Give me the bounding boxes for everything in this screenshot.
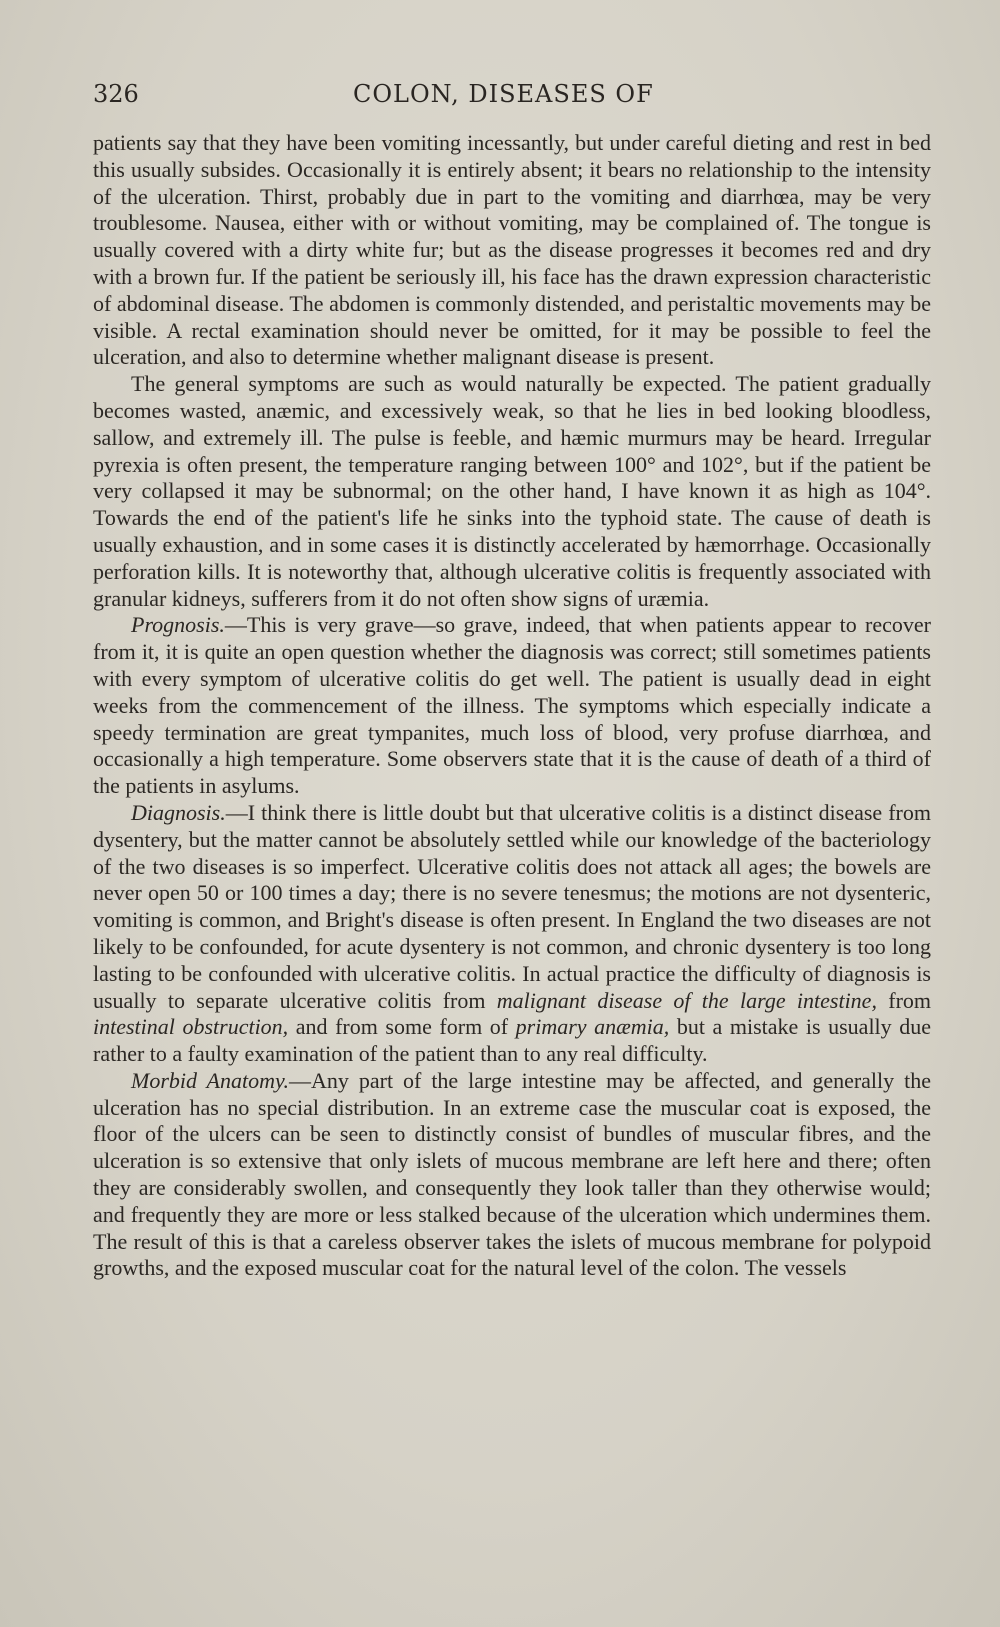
italic-term-primary-anaemia: primary anæmia, bbox=[515, 1014, 670, 1040]
paragraph-text: —This is very grave—so grave, indeed, that when patients appear to recover from it, it is quite an open question whether the diagnosis was correct; still sometimes patients with every symptom of ulcerative colitis do get well. The patient is usually dead in eight weeks from the commencement of the illness. The symptoms which especially indicate a speedy termination are great tympanites, much loss of blood, very profuse diarrhœa, and occasionally a high temperature. Some observers state that it is the cause of death of a third of the patients in asylums. bbox=[93, 612, 931, 799]
running-head bbox=[93, 80, 933, 116]
page-title: COLON, DISEASES OF bbox=[353, 80, 654, 108]
section-heading-morbid-anatomy: Morbid Anatomy. bbox=[131, 1067, 290, 1093]
paragraph-prognosis bbox=[93, 612, 931, 800]
paragraph-text: patients say that they have been vomiting incessantly, but under careful dieting and rest in bed this usually subsides. Occasionally it is entirely absent; it bears no relationship to the intensity of the ulceration. Thirst, probably due in part to the vomiting and diarrhœa, may be very troublesome. Nausea, either with or without vomiting, may be complained of. The tongue is usually covered with a dirty white fur; but as the disease progresses it becomes red and dry with a brown fur. If the patient be seriously ill, his face has the drawn expression characteristic of abdominal disease. The abdomen is commonly distended, and peristaltic movements may be visible. A rectal examination should never be omitted, for it may be possible to feel the ulceration, and also to determine whether malignant disease is present. bbox=[93, 130, 931, 370]
italic-term-intestinal-obstruction: intestinal obstruction, bbox=[93, 1014, 289, 1040]
paragraph-text: and from some form of bbox=[288, 1014, 516, 1040]
paragraph-diagnosis bbox=[93, 800, 931, 1068]
paragraph-text: The general symptoms are such as would naturally be expected. The patient gradually becomes wasted, anæmic, and excessively weak, so that he lies in bed looking bloodless, sallow, and extremely ill. The pulse is feeble, and hæmic murmurs may be heard. Irregular pyrexia is often present, the temperature ranging between 100° and 102°, but if the patient be very collapsed it may be subnormal; on the other hand, I have known it as high as 104°. Towards the end of the patient's life he sinks into the typhoid state. The cause of death is usually exhaustion, and in some cases it is distinctly accelerated by hæmorrhage. Occasionally perforation kills. It is noteworthy that, although ulcerative colitis is frequently associated with granular kidneys, sufferers from it do not often show signs of uræmia. bbox=[93, 371, 931, 611]
body-text bbox=[93, 130, 931, 1282]
section-heading-prognosis: Prognosis. bbox=[131, 612, 225, 638]
paragraph-morbid-anatomy bbox=[93, 1068, 931, 1282]
paragraph-text: —Any part of the large intestine may be affected, and generally the ulceration has no special distribution. In an extreme case the muscular coat is exposed, the floor of the ulcers can be seen to distinctly consist of bundles of muscular fibres, and the ulceration is so extensive that only islets of mucous membrane are left here and there; often they are considerably swollen, and consequently they look taller than they otherwise would; and frequently they are more or less stalked because of the ulceration which undermines them. The result of this is that a careless observer takes the islets of mucous membrane for polypoid growths, and the exposed muscular coat for the natural level of the colon. The vessels bbox=[93, 1067, 931, 1281]
paragraph-text: but a mistake is usually due rather to a faulty examination of the patient than to any real difficulty. bbox=[93, 1014, 931, 1067]
italic-term-malignant-disease: malignant disease of the large intestine, bbox=[496, 987, 877, 1013]
section-heading-diagnosis: Diagnosis. bbox=[131, 799, 226, 825]
page-number: 326 bbox=[93, 80, 139, 108]
paragraph-text: from bbox=[876, 987, 932, 1013]
paragraph-general-symptoms bbox=[93, 371, 931, 612]
paragraph-symptoms-continued bbox=[93, 130, 931, 371]
paragraph-text: —I think there is little doubt but that ulcerative colitis is a distinct disease from dysentery, but the matter cannot be absolutely settled while our knowledge of the bacteriology of the two diseases is so imperfect. Ulcerative colitis does not attack all ages; the bowels are never open 50 or 100 times a day; there is no severe tenesmus; the motions are not dysenteric, vomiting is common, and Bright's disease is often present. In England the two diseases are not likely to be confounded, for acute dysentery is not common, and chronic dysentery is too long lasting to be confounded with ulcerative colitis. In actual practice the difficulty of diagnosis is usually to separate ulcerative colitis from bbox=[93, 799, 931, 1013]
